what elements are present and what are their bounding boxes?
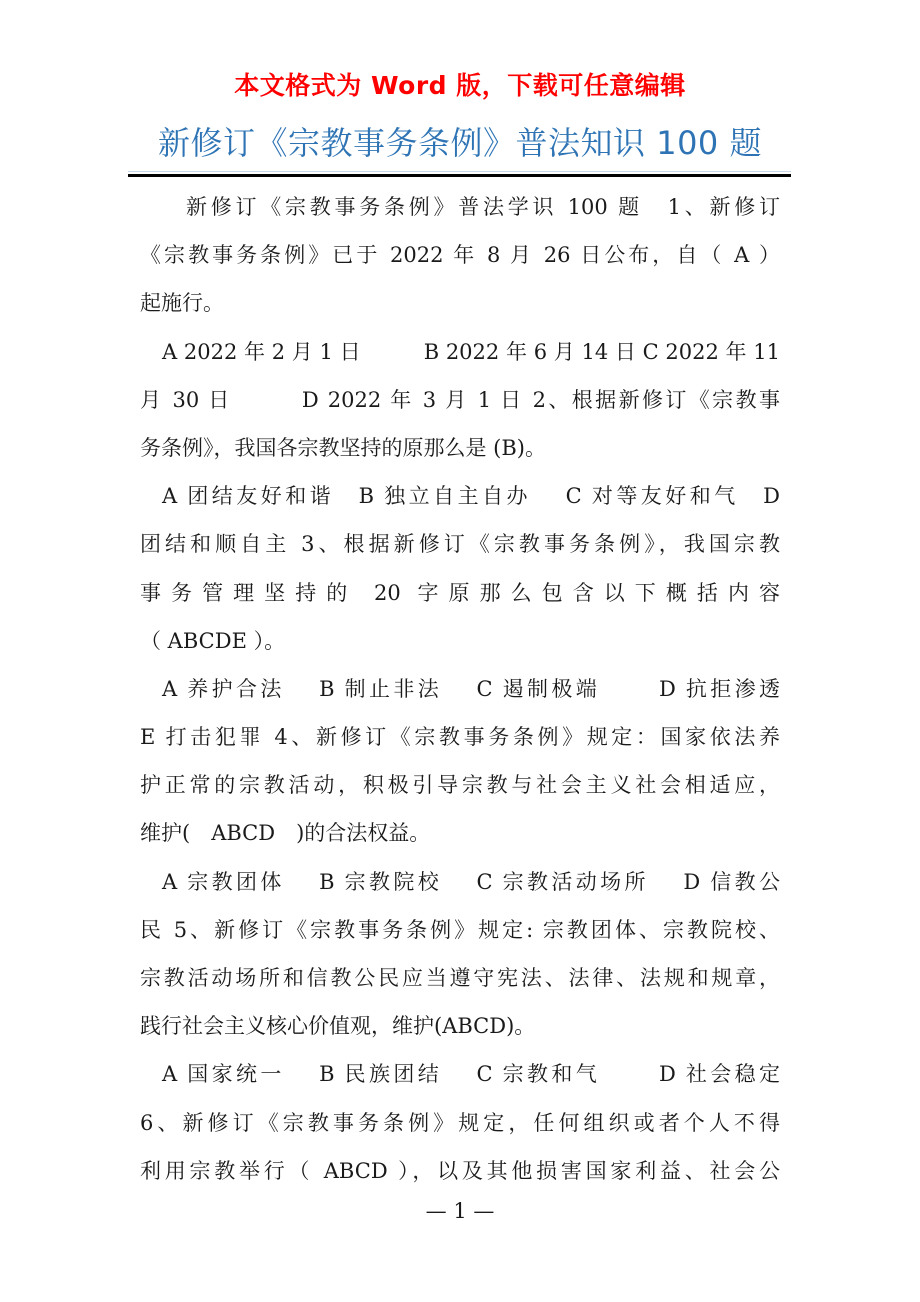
options-line: A 养护合法 B 制止非法 C 遏制极端 D 抗拒渗透	[162, 676, 780, 701]
paragraph-line: 践行社会主义核心价值观，维护(ABCD)。	[140, 1014, 536, 1039]
paragraph-line: 6、新修订《宗教事务条例》规定，任何组织或者个人不得	[140, 1110, 780, 1135]
options-line: A 宗教团体 B 宗教院校 C 宗教活动场所 D 信教公	[162, 869, 780, 894]
paragraph-line: 起施行。	[140, 291, 224, 316]
paragraph-line: 新修订《宗教事务条例》普法学识 100 题 1、新修订	[186, 195, 780, 219]
title-rule-thin	[128, 171, 791, 172]
paragraph-line: 利用宗教举行（ ABCD ），以及其他损害国家利益、社会公	[140, 1158, 780, 1183]
document-title: 新修订《宗教事务条例》普法知识 100 题	[158, 124, 762, 162]
word-format-banner: 本文格式为 Word 版，下载可任意编辑	[234, 71, 686, 100]
paragraph-line: 民 5、新修订《宗教事务条例》规定: 宗教团体、宗教院校、	[140, 917, 780, 942]
paragraph-line: （ ABCDE ）。	[140, 628, 286, 653]
paragraph-line: 团结和顺自主 3、根据新修订《宗教事务条例》，我国宗教	[140, 532, 780, 557]
paragraph-line: 月 30 日 D 2022 年 3 月 1 日 2、根据新修订《宗教事	[140, 387, 780, 412]
paragraph-line: 宗教活动场所和信教公民应当遵守宪法、法律、法规和规章，	[140, 966, 780, 990]
paragraph-line: 务条例》，我国各宗教坚持的原那么是 (B)。	[140, 435, 546, 460]
title-divider	[128, 174, 791, 177]
paragraph-line: 维护( ABCD )的合法权益。	[140, 821, 431, 846]
paragraph-line: 护正常的宗教活动，积极引导宗教与社会主义社会相适应，	[140, 773, 780, 798]
options-line: A 国家统一 B 民族团结 C 宗教和气 D 社会稳定	[162, 1062, 780, 1087]
options-line: A 2022 年 2 月 1 日 B 2022 年 6 月 14 日 C 2022 年 11	[162, 339, 780, 364]
options-line: A 团结友好和谐 B 独立自主自办 C 对等友好和气 D	[162, 484, 780, 509]
paragraph-line: E 打击犯罪 4、新修订《宗教事务条例》规定：国家依法养	[140, 725, 780, 750]
paragraph-line: 《宗教事务条例》已于 2022 年 8 月 26 日公布，自（ A ）	[140, 243, 780, 268]
paragraph-line: 事务管理坚持的 20 字原那么包含以下概括内容	[140, 580, 780, 605]
page-number: — 1 —	[425, 1199, 495, 1223]
document-body	[140, 183, 780, 1195]
